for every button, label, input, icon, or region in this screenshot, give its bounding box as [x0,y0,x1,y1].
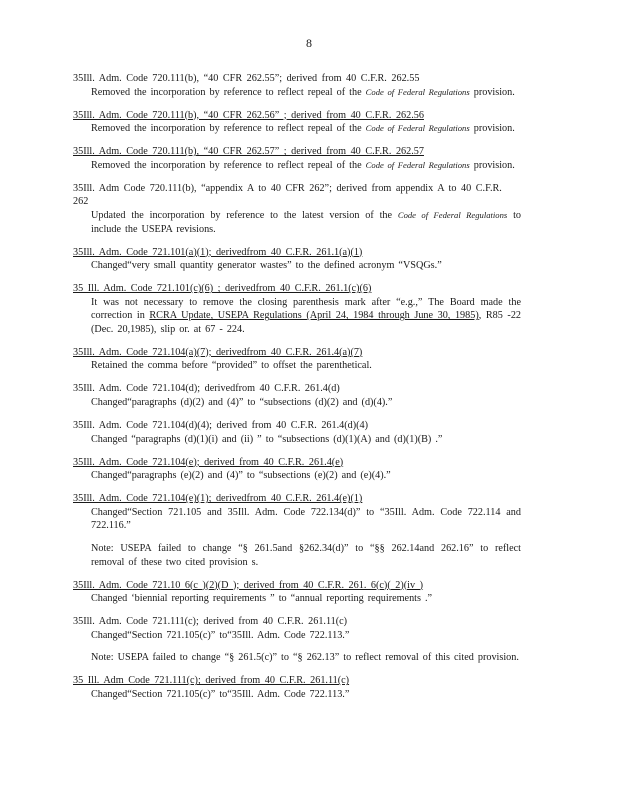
entry-heading: 35Ill. Adm Code 720.111(b), “appendix A to 40 CFR 262”; derived from appendix A to 40 C.F.R. 262 [73,182,502,208]
entry-description [73,86,521,100]
description-text: Changed“Section 721.105(c)” to“35Ill. Adm. Code 722.113.” [91,688,350,700]
description-text: Changed“Section 721.105 and 35Ill. Adm. Code 722.134(d)” to “35Ill. Adm. Code 722.114 and 722.116.” [91,506,521,532]
description-text: Changed“paragraphs (d)(2) and (4)” to “subsections (d)(2) and (d)(4).” [91,397,393,409]
page-number: 8 [306,36,312,50]
entry-heading: 35Ill. Adm. Code 721.101(a)(1); derivedfrom 40 C.F.R. 261.1(a)(1) [73,246,363,258]
amendment-entry [73,492,521,569]
description-text: It was not necessary to remove the closing parenthesis mark after “e.g.,” The Board made the correction in [91,296,521,322]
entry-description [73,629,521,643]
description-text: Updated the incorporation by reference to the latest version of the [91,209,398,221]
description-text: Changed“very small quantity generator wastes” to the defined acronym “VSQGs.” [91,260,442,272]
entry-description [73,209,521,236]
entry-description [73,506,521,533]
entry-description [73,469,521,483]
entry-heading: 35Ill. Adm. Code 721.104(e)(1); derivedfrom 40 C.F.R. 261.4(e)(1) [73,493,363,505]
amendment-entry [73,419,521,446]
entry-heading: 35Ill. Adm. Code 720.111(b), “40 CFR 262.56” ; derived from 40 C.F.R. 262.56 [73,109,424,121]
description-text: Changed“Section 721.105(c)” to“35Ill. Adm. Code 722.113.” [91,629,350,641]
description-text: Removed the incorporation by reference to reflect repeal of the [91,123,366,135]
description-text: provision. [469,86,515,98]
underlined-reference: RCRA Update, USEPA Regulations (April 24, 1984 through June 30, 1985) [149,310,479,322]
entry-heading: 35Ill. Adm. Code 721.104(d)(4); derived from 40 C.F.R. 261.4(d)(4) [73,420,369,431]
amendment-entry [73,674,521,701]
citation-title: Code of Federal Regulations [365,123,470,134]
entry-heading: 35Ill. Adm. Code 721.104(d); derivedfrom 40 C.F.R. 261.4(d) [73,383,340,395]
entry-description [73,359,521,373]
citation-title: Code of Federal Regulations [365,86,470,97]
entry-description [73,122,521,136]
entry-description [73,396,521,410]
description-text: to include the USEPA revisions. [91,209,521,235]
description-text: Removed the incorporation by reference to reflect repeal of the [91,159,366,171]
amendment-entry [73,145,521,172]
description-text: Changed “paragraphs (d)(1)(i) and (ii) ” to “subsections (d)(1)(A) and (d)(1)(B) .” [91,433,443,445]
entry-description [73,688,521,702]
entry-description [73,259,521,273]
entry-heading: 35 Ill. Adm. Code 721.101(c)(6) ; derivedfrom 40 C.F.R. 261.1(c)(6) [73,283,372,295]
entry-heading: 35Ill. Adm. Code 720.111(b), “40 CFR 262.57” ; derived from 40 C.F.R. 262.57 [73,146,424,158]
amendment-entry [73,109,521,136]
description-text: provision. [469,159,515,171]
description-text: Changed ‘biennial reporting requirements ” to “annual reporting requirements .” [91,593,433,605]
entry-note: Note: USEPA failed to change “§ 261.5(c)” to “§ 262.13” to reflect removal of this cited provision. [91,652,519,664]
amendment-entry [73,579,521,606]
entry-heading: 35Ill. Adm. Code 720.111(b), “40 CFR 262.55”; derived from 40 C.F.R. 262.55 [73,73,420,84]
description-text: Retained the comma before “provided” to offset the parenthetical. [91,360,372,372]
entry-description [73,296,521,337]
amendment-entry [73,182,521,236]
amendment-entry [73,346,521,373]
entry-heading: 35Ill. Adm. Code 721.10 6(c )(2)(D ); derived from 40 C.F.R. 261. 6(c)( 2)(iv ) [73,579,424,591]
description-text: provision. [469,123,515,135]
entry-description [73,159,521,173]
entry-note: Note: USEPA failed to change “§ 261.5and §262.34(d)” to “§§ 262.14and 262.16” to reflect removal of these two cited provision s. [91,542,521,568]
amendment-entry [73,615,521,665]
entry-heading: 35Ill. Adm. Code 721.104(e); derived from 40 C.F.R. 261.4(e) [73,456,344,468]
amendment-entry [73,382,521,409]
citation-title: Code of Federal Regulations [365,159,470,170]
entry-heading: 35Ill. Adm. Code 721.104(a)(7); derivedfrom 40 C.F.R. 261.4(a)(7) [73,346,363,358]
entry-heading: 35Ill. Adm. Code 721.111(c); derived from 40 C.F.R. 261.11(c) [73,616,348,628]
description-text: , R85 -22 (Dec. 20,1985), slip or. at 67 - 224. [91,310,521,335]
entry-heading: 35 Ill. Adm Code 721.111(c); derived from 40 C.F.R. 261.11(c) [73,675,350,687]
citation-title: Code of Federal Regulations [397,209,508,220]
document-body [73,72,521,711]
entry-description [73,433,521,447]
description-text: Removed the incorporation by reference to reflect repeal of the [91,86,366,98]
amendment-entry [73,282,521,336]
entry-description [73,592,521,606]
amendment-entry [73,246,521,273]
amendment-entry [73,72,521,99]
amendment-entry [73,456,521,483]
description-text: Changed“paragraphs (e)(2) and (4)” to “subsections (e)(2) and (e)(4).” [91,470,391,482]
